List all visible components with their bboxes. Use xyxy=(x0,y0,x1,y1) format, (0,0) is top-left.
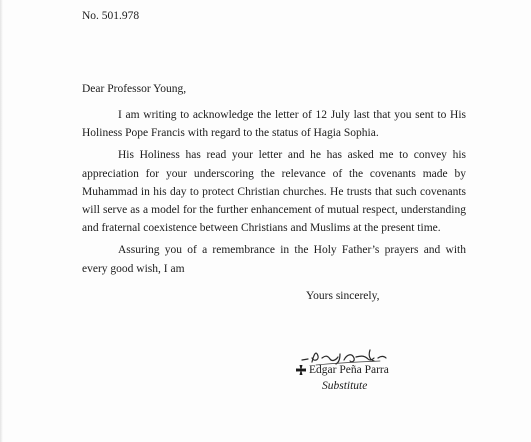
cross-pattee-icon xyxy=(296,365,306,375)
salutation: Dear Professor Young, xyxy=(82,83,187,95)
signatory-line xyxy=(296,364,389,376)
reference-number: No. 501.978 xyxy=(82,10,140,22)
closing: Yours sincerely, xyxy=(306,290,380,302)
paragraph-covenants: His Holiness has read your letter and he has asked me to convey his appreciation for your underscoring the relevance of the covenants made by Muhammad in his day to protect Christian churches. He trusts that such covenants will serve as a model for the further enhancement of mutual respect, understanding and fraternal coexistence between Christians and Muslims at the present time. xyxy=(82,149,466,235)
paragraph-acknowledgement: I am writing to acknowledge the letter of 12 July last that you sent to His Holiness Pope Francis with regard to the status of Hagia Sophia. xyxy=(82,109,466,140)
letter-body xyxy=(82,106,466,282)
scan-shadow xyxy=(0,0,3,442)
paragraph-closing-wish: Assuring you of a remembrance in the Holy Father’s prayers and with every good wish, I am xyxy=(82,244,466,275)
signatory-name: Edgar Peña Parra xyxy=(309,364,389,376)
signatory-title: Substitute xyxy=(322,380,368,392)
